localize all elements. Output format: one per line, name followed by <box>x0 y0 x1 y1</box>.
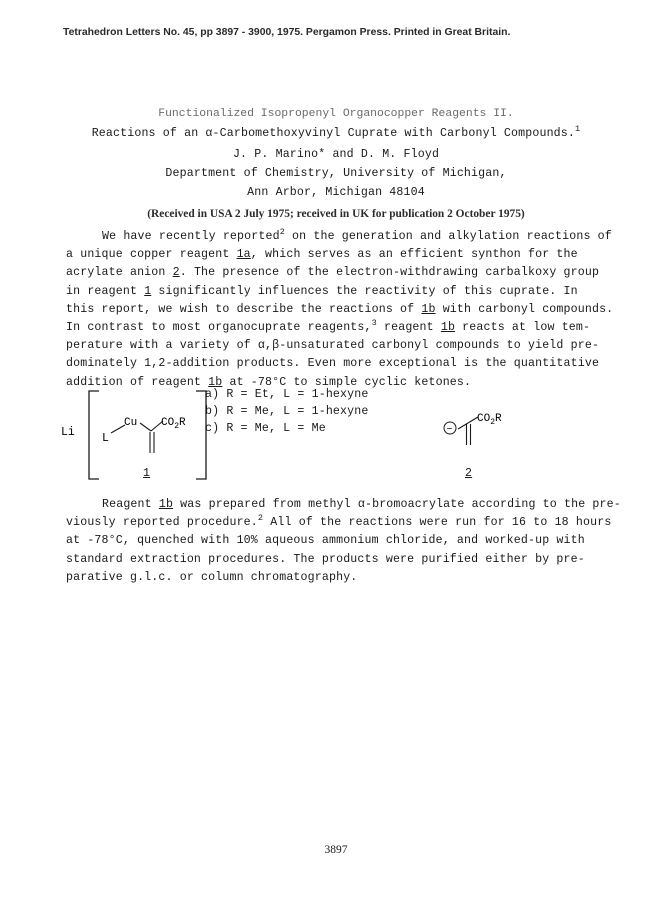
p1-line <box>66 246 606 264</box>
article-title-line2 <box>0 124 672 140</box>
structure-1-cuprate <box>55 385 215 485</box>
compound-label-1: 1 <box>143 467 151 480</box>
copper-atom: Cu <box>124 417 138 429</box>
text-run: We have recently reported <box>102 230 280 243</box>
page-number: 3897 <box>324 844 348 856</box>
text-run: was prepared from methyl α-bromoacrylate according to the pre- <box>173 498 621 511</box>
article-title-line1: Functionalized Isopropenyl Organocopper Reagents II. <box>158 108 514 120</box>
text-run: with carbonyl compounds. <box>435 302 614 316</box>
article-authors: J. P. Marino* and D. M. Floyd <box>232 148 440 161</box>
p1-line <box>66 301 614 319</box>
bond-L-Cu <box>111 425 125 433</box>
p1-line: perature with a variety of α,β-unsaturated carbonyl compounds to yield pre- <box>66 339 600 353</box>
text-run: All of the reactions were run for 16 to 18 hours <box>263 516 612 530</box>
text-run: . The presence of the electron-withdrawing carbalkoxy group <box>179 266 600 280</box>
option-c: c) R = Me, L = Me <box>205 422 326 435</box>
text-run: a unique copper reagent <box>66 248 237 262</box>
text-run: reagent <box>376 321 441 335</box>
compound-ref: 2 <box>172 266 180 280</box>
option-a: a) R = Et, L = 1-hexyne <box>205 388 369 401</box>
text-run: addition of reagent <box>66 375 209 389</box>
paragraph-1 <box>66 227 614 392</box>
compound-ref: 1b <box>421 302 436 316</box>
p1-line <box>66 283 606 301</box>
text-run: Reagent <box>102 498 159 511</box>
reagent-options <box>205 386 368 437</box>
compound-ref: 1b <box>440 321 456 335</box>
p1-line: dominately 1,2-addition products. Even more exceptional is the quantitative <box>66 357 600 371</box>
text-run: at -78°C to simple cyclic ketones. <box>222 375 472 389</box>
left-bracket <box>89 391 99 479</box>
text-run: in reagent <box>66 284 145 298</box>
structure-2-acrylate-anion <box>440 405 560 465</box>
ester-group: $CO_2R$ <box>161 417 186 431</box>
text-run: In contrast to most organocuprate reagents, <box>66 321 372 335</box>
ester-group: $CO_2R$ <box>477 413 502 427</box>
footnote-ref: 2 <box>279 227 285 238</box>
text-run: on the generation and alkylation reactions of <box>284 230 612 243</box>
p1-line <box>66 264 606 282</box>
compound-ref: 1b <box>158 498 174 511</box>
p2-line: at -78°C, quenched with 10% aqueous ammonium chloride, and worked-up with <box>66 534 585 548</box>
li-label: Li <box>61 426 75 439</box>
compound-ref: 1a <box>236 248 251 262</box>
text-run: , which serves as an efficient synthon for the <box>250 248 578 262</box>
p2-line <box>66 513 612 532</box>
footnote-ref: 3 <box>371 318 377 329</box>
received-dates: (Received in USA 2 July 1975; received in UK for publication 2 October 1975) <box>147 208 525 220</box>
affiliation-department: Department of Chemistry, University of Michigan, <box>165 167 507 180</box>
article-title-text: Reactions of an α-Carbomethoxyvinyl Cuprate with Carbonyl Compounds. <box>91 127 576 140</box>
text-run: reacts at low tem- <box>455 321 591 335</box>
p1-line <box>66 227 612 246</box>
paragraph-2 <box>66 496 621 587</box>
text-run: acrylate anion <box>66 266 173 280</box>
journal-header: Tetrahedron Letters No. 45, pp 3897 - 3900, 1975. Pergamon Press. Printed in Great Britain. <box>63 27 511 38</box>
bond-Cu-C <box>140 423 151 431</box>
ligand-L: L <box>102 432 109 445</box>
p2-line: standard extraction procedures. The products were purified either by pre- <box>66 552 585 566</box>
option-b: b) R = Me, L = 1-hexyne <box>205 405 369 418</box>
compound-ref: 1 <box>144 284 152 298</box>
compound-label-2: 2 <box>465 467 473 480</box>
text-run: significantly influences the reactivity of this cuprate. In <box>151 284 578 298</box>
anion-minus: − <box>446 425 453 436</box>
affiliation-city: Ann Arbor, Michigan 48104 <box>247 186 425 199</box>
text-run: viously reported procedure. <box>66 516 258 530</box>
title-footnote-ref: 1 <box>575 124 581 135</box>
p2-line <box>66 496 621 514</box>
p2-line: parative g.l.c. or column chromatography. <box>66 570 358 584</box>
p1-line <box>66 319 606 337</box>
compound-ref: 1b <box>208 375 223 389</box>
text-run: this report, we wish to describe the reactions of <box>66 302 422 316</box>
footnote-ref: 2 <box>257 513 264 524</box>
